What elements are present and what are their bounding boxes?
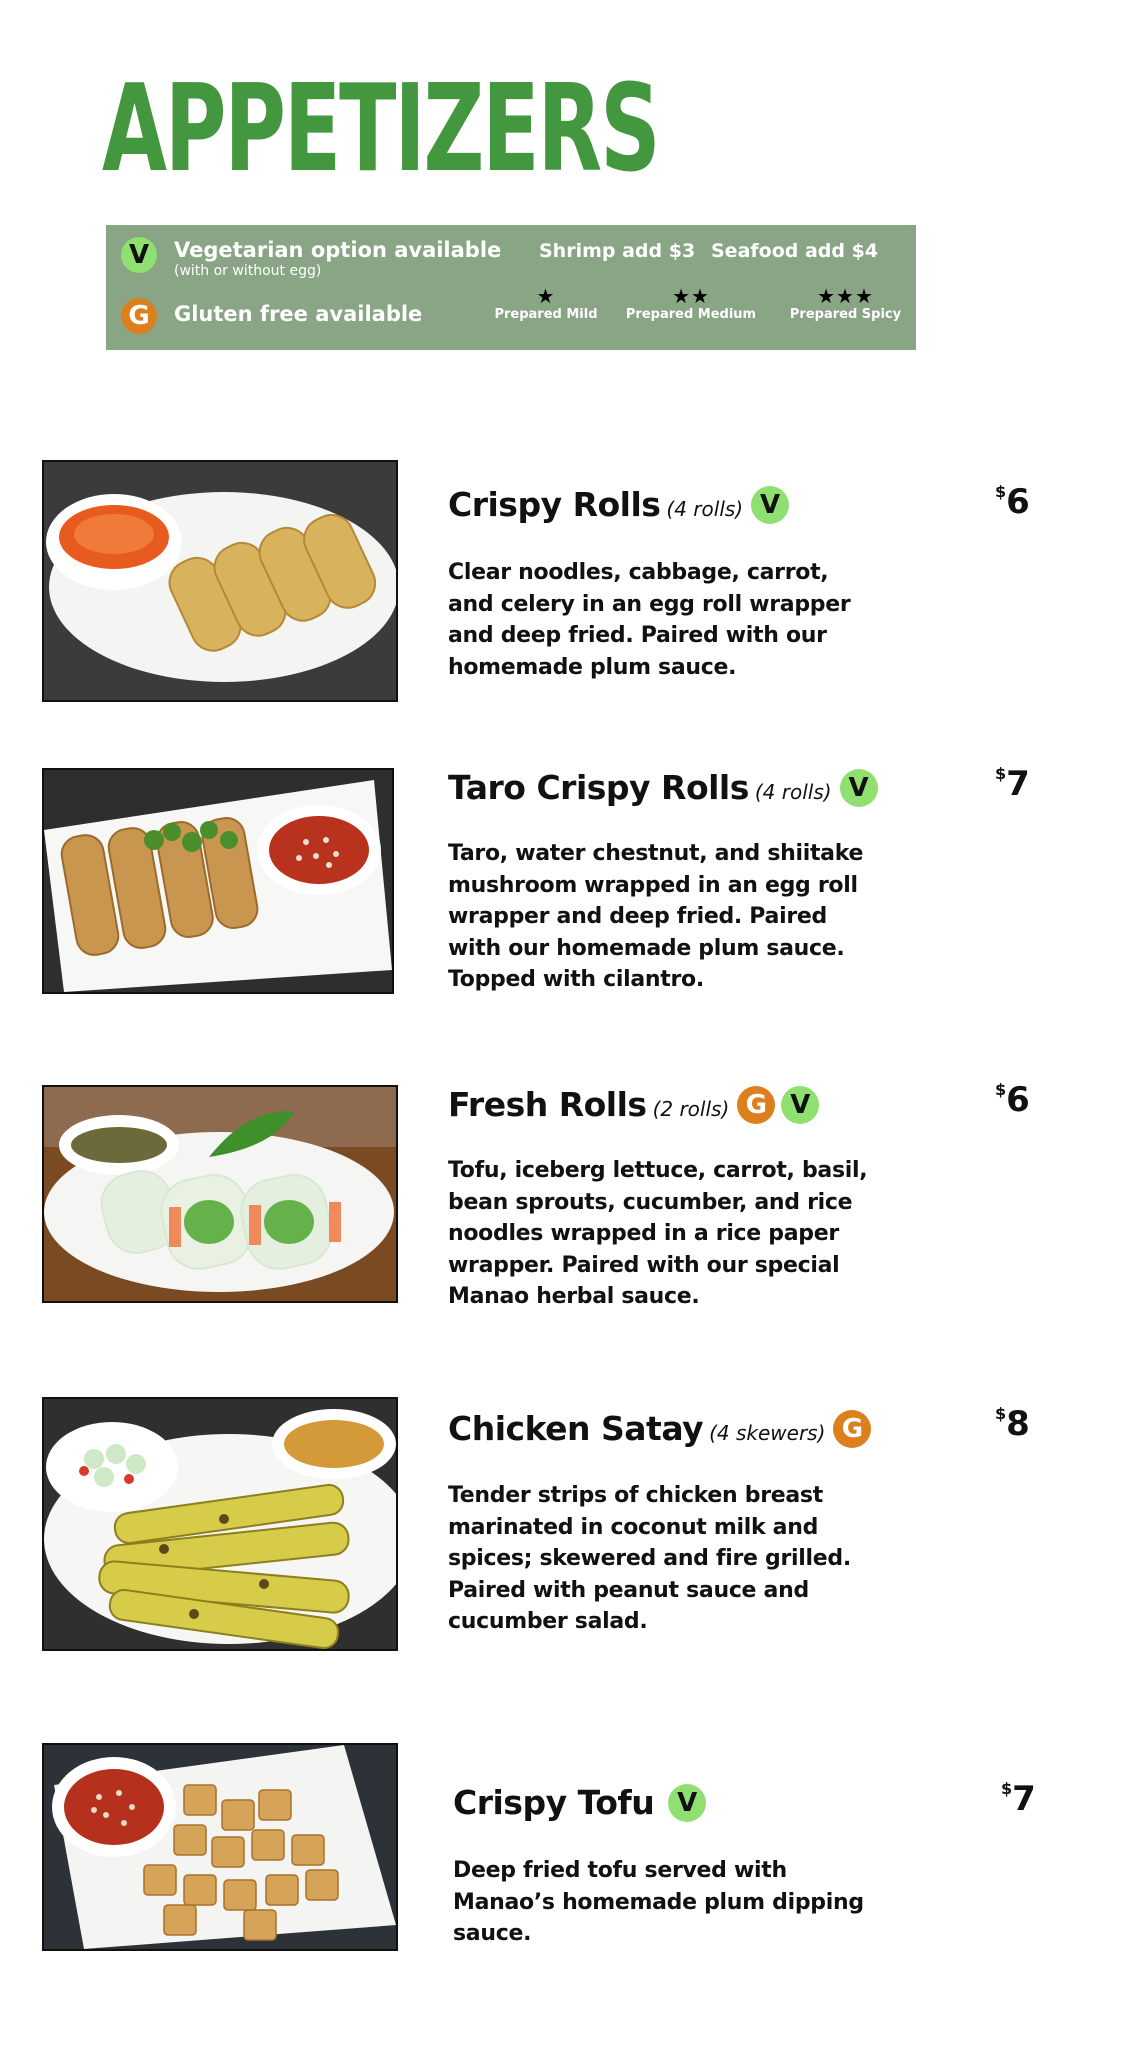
item-description: Tofu, iceberg lettuce, carrot, basil, bean sprouts, cucumber, and rice noodles wrapped in a rice paper wrapper. Paired with our special Manao herbal sauce. <box>448 1158 868 1309</box>
price-amount: 6 <box>1006 482 1030 522</box>
item-quantity: (4 rolls) <box>754 780 832 804</box>
spice-level-label: Prepared Mild <box>494 307 598 322</box>
currency-symbol: $ <box>1001 1779 1013 1798</box>
currency-symbol: $ <box>995 482 1007 501</box>
price-amount: 6 <box>1006 1080 1030 1120</box>
item-quantity: (4 skewers) <box>709 1421 826 1445</box>
item-name: Chicken Satay <box>448 1409 704 1448</box>
shrimp-addon-text: Shrimp add $3 <box>539 240 696 262</box>
item-name: Crispy Tofu <box>453 1783 655 1822</box>
price-amount: 7 <box>1006 764 1030 804</box>
item-quantity: (4 rolls) <box>666 497 744 521</box>
vegetarian-legend-subtext: (with or without egg) <box>174 263 322 279</box>
gluten-free-badge-icon: G <box>737 1086 775 1124</box>
item-quantity: (2 rolls) <box>652 1097 730 1121</box>
taro-crispy-rolls-photo <box>42 768 394 994</box>
star-icon: ★★★ <box>817 284 874 308</box>
currency-symbol: $ <box>995 1080 1007 1099</box>
item-description: Deep fried tofu served with Manao’s homemade plum dipping sauce. <box>453 1858 864 1946</box>
item-price <box>995 764 1030 804</box>
price-amount: 7 <box>1012 1779 1036 1819</box>
gluten-free-badge-icon: G <box>833 1410 871 1448</box>
vegetarian-legend-text: Vegetarian option available <box>174 238 502 262</box>
spice-level-label: Prepared Spicy <box>789 307 902 322</box>
spice-level-spicy <box>778 285 913 322</box>
vegetarian-badge-icon: V <box>121 237 157 273</box>
item-description: Tender strips of chicken breast marinated in coconut milk and spices; skewered and fire grilled. Paired with peanut sauce and cucumber salad. <box>448 1483 851 1634</box>
item-name-row <box>453 1783 706 1822</box>
item-name: Fresh Rolls <box>448 1085 647 1124</box>
star-icon: ★★ <box>672 284 710 308</box>
item-description: Clear noodles, cabbage, carrot, and celery in an egg roll wrapper and deep fried. Paired with our homemade plum sauce. <box>448 560 851 680</box>
vegetarian-badge-icon: V <box>781 1086 819 1124</box>
spice-level-label: Prepared Medium <box>625 307 757 322</box>
legend-box <box>106 225 916 350</box>
price-amount: 8 <box>1006 1404 1030 1444</box>
vegetarian-badge-icon: V <box>751 486 789 524</box>
item-price <box>995 1404 1030 1444</box>
item-name: Taro Crispy Rolls <box>448 768 749 807</box>
fresh-rolls-photo <box>42 1085 398 1303</box>
vegetarian-badge-icon: V <box>668 1784 706 1822</box>
item-price <box>995 1080 1030 1120</box>
item-name-row <box>448 768 878 807</box>
crispy-rolls-photo <box>42 460 398 702</box>
spice-level-medium <box>616 285 766 322</box>
chicken-satay-photo <box>42 1397 398 1651</box>
item-name-row <box>448 485 789 524</box>
seafood-addon-text: Seafood add $4 <box>711 240 879 262</box>
page-title: APPETIZERS <box>102 60 659 199</box>
item-name-row <box>448 1409 871 1448</box>
item-price <box>995 482 1030 522</box>
gluten-free-badge-icon: G <box>121 298 157 334</box>
item-name: Crispy Rolls <box>448 485 661 524</box>
item-name-row <box>448 1085 819 1124</box>
spice-level-mild <box>486 285 606 322</box>
currency-symbol: $ <box>995 1404 1007 1423</box>
gluten-free-legend-text: Gluten free available <box>174 302 423 326</box>
vegetarian-badge-icon: V <box>840 769 878 807</box>
currency-symbol: $ <box>995 764 1007 783</box>
crispy-tofu-photo <box>42 1743 398 1951</box>
star-icon: ★ <box>536 284 556 308</box>
item-description: Taro, water chestnut, and shiitake mushroom wrapped in an egg roll wrapper and deep fried. Paired with our homemade plum sauce. Topped with cilantro. <box>448 841 864 992</box>
item-price <box>1001 1779 1036 1819</box>
